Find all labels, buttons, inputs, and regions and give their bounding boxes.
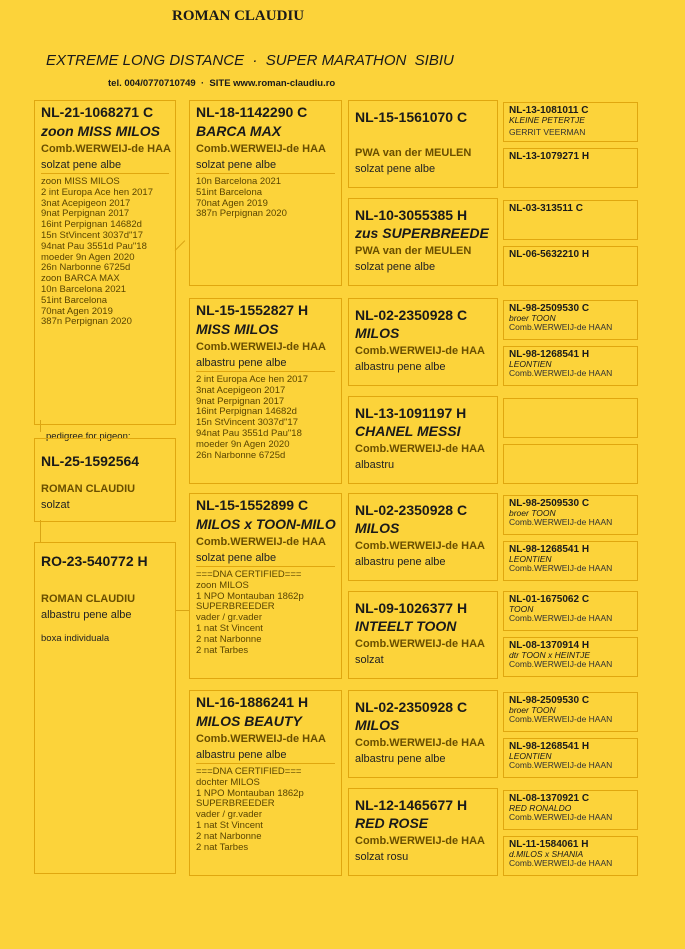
- pigeon-name: broer TOON: [509, 705, 556, 715]
- pigeon-name: RED RONALDO: [509, 803, 572, 813]
- pigeon-name: broer TOON: [509, 313, 556, 323]
- ring-number: NL-10-3055385 H: [355, 207, 468, 223]
- pigeon-name: MILOS: [355, 520, 400, 536]
- pigeon-color: solzat rosu: [355, 851, 409, 863]
- gen4-card: [503, 102, 638, 142]
- gen3-card: [348, 396, 498, 484]
- ring-number: NL-98-2509530 C: [509, 695, 590, 706]
- pigeon-name: RED ROSE: [355, 815, 429, 831]
- pigeon-name: MILOS BEAUTY: [196, 713, 302, 729]
- gen4-card: [503, 790, 638, 830]
- gen4-card: [503, 246, 638, 286]
- pigeon-color: solzat pene albe: [41, 159, 122, 171]
- pigeon-name: broer TOON: [509, 508, 556, 518]
- owner-name: Comb.WERWEIJ-de HAAN: [509, 563, 613, 573]
- pigeon-name: BARCA MAX: [196, 123, 282, 139]
- gen4-card: [503, 541, 638, 581]
- pigeon-name: MISS MILOS: [196, 321, 279, 337]
- gen2-card: [189, 100, 342, 286]
- subject-pigeon: [34, 438, 176, 522]
- pedigree-label: pedigree for pigeon:: [46, 431, 131, 442]
- race-results: 10n Barcelona 2021 51int Barcelona 70nat Agen 2019 387n Perpignan 2020: [196, 176, 287, 220]
- ring-number: NL-06-5632210 H: [509, 249, 590, 260]
- ring-number: NL-03-313511 C: [509, 203, 583, 214]
- gen3-card: [348, 298, 498, 386]
- pigeon-name: LEONTIEN: [509, 751, 552, 761]
- pigeon-color: albastru: [355, 459, 395, 471]
- gen2-card: [189, 298, 342, 484]
- gen4-card: [503, 738, 638, 778]
- pigeon-color: solzat pene albe: [196, 552, 277, 564]
- owner-name: Comb.WERWEIJ-de HAA: [41, 143, 171, 155]
- contact-info: tel. 004/0770710749 · SITE www.roman-claudiu.ro: [108, 78, 336, 89]
- ring-number: NL-16-1886241 H: [196, 694, 309, 710]
- gen4-card: [503, 836, 638, 876]
- pigeon-name: LEONTIEN: [509, 554, 552, 564]
- page-title: ROMAN CLAUDIU: [172, 8, 305, 24]
- ring-number: NL-02-2350928 C: [355, 307, 468, 323]
- gen4-card: [503, 398, 638, 438]
- owner-name: GERRIT VEERMAN: [509, 127, 586, 137]
- ring-number: NL-15-1552899 C: [196, 497, 309, 513]
- pigeon-name: TOON: [509, 604, 534, 614]
- pigeon-color: albastru pene albe: [355, 556, 446, 568]
- ring-number: NL-21-1068271 C: [41, 104, 154, 120]
- ring-number: NL-08-1370921 C: [509, 793, 590, 804]
- pigeon-color: albastru pene albe: [355, 361, 446, 373]
- owner-name: Comb.WERWEIJ-de HAAN: [509, 322, 613, 332]
- gen3-card: [348, 690, 498, 778]
- race-results: 2 int Europa Ace hen 2017 3nat Acepigeon 2017 9nat Perpignan 2017 16int Perpignan 14682d 15n StVincent 3037d"17 94nat Pau 3551d Pau"18 moeder 9n Agen 2020 26n Narbonne 6725d: [196, 374, 308, 461]
- gen4-card: [503, 444, 638, 484]
- pigeon-name: d.MILOS x SHANIA: [509, 849, 584, 859]
- race-results: zoon MISS MILOS 2 int Europa Ace hen 2017 3nat Acepigeon 2017 9nat Perpignan 2017 16int Perpignan 14682d 15n StVincent 3037d"17 94nat Pau 3551d Pau"18 moeder 9n Agen 2020 26n Narbonne 6725d zoon BARCA MAX 10n Barcelona 2021 51int Barcelona 70nat Agen 2019 387n Perpignan 2020: [41, 176, 153, 328]
- pigeon-name: zus SUPERBREEDE: [355, 225, 489, 241]
- owner-name: Comb.WERWEIJ-de HAA: [196, 143, 326, 155]
- owner-name: Comb.WERWEIJ-de HAAN: [509, 714, 613, 724]
- pigeon-name: MILOS: [355, 325, 400, 341]
- ring-number: NL-98-2509530 C: [509, 303, 590, 314]
- page-subtitle: EXTREME LONG DISTANCE · SUPER MARATHON SIBIU: [46, 52, 454, 69]
- gen4-card: [503, 148, 638, 188]
- owner-name: Comb.WERWEIJ-de HAAN: [509, 760, 613, 770]
- pigeon-color: solzat: [355, 654, 384, 666]
- ring-number: NL-13-1081011 C: [509, 105, 589, 116]
- owner-name: Comb.WERWEIJ-de HAAN: [509, 812, 613, 822]
- pigeon-color: albastru pene albe: [355, 753, 446, 765]
- ring-number: NL-13-1091197 H: [355, 405, 467, 421]
- ring-number: NL-11-1584061 H: [509, 839, 589, 850]
- gen3-card: [348, 788, 498, 876]
- ring-number: NL-01-1675062 C: [509, 594, 590, 605]
- gen4-card: [503, 300, 638, 340]
- pigeon-color: solzat pene albe: [196, 159, 277, 171]
- race-results: ===DNA CERTIFIED=== dochter MILOS 1 NPO Montauban 1862p SUPERBREEDER vader / gr.vader 1 nat St Vincent 2 nat Narbonne 2 nat Tarbes: [196, 766, 304, 853]
- owner-name: Comb.WERWEIJ-de HAA: [196, 341, 326, 353]
- pigeon-name: KLEINE PETERTJE: [509, 115, 585, 125]
- gen4-card: [503, 346, 638, 386]
- gen2-card: [189, 493, 342, 679]
- owner-name: Comb.WERWEIJ-de HAA: [355, 737, 485, 749]
- owner-name: Comb.WERWEIJ-de HAAN: [509, 368, 613, 378]
- partner-ring: RO-23-540772 H: [41, 553, 148, 569]
- owner-name: Comb.WERWEIJ-de HAA: [355, 345, 485, 357]
- subject-owner: ROMAN CLAUDIU: [41, 483, 136, 495]
- owner-name: Comb.WERWEIJ-de HAAN: [509, 858, 613, 868]
- gen1-sire-card: [34, 100, 176, 425]
- gen1-dam-card: [34, 542, 176, 874]
- partner-owner: ROMAN CLAUDIU: [41, 593, 136, 605]
- ring-number: NL-98-1268541 H: [509, 349, 590, 360]
- owner-name: Comb.WERWEIJ-de HAA: [355, 443, 485, 455]
- ring-number: NL-15-1552827 H: [196, 302, 309, 318]
- gen3-card: [348, 591, 498, 679]
- owner-name: Comb.WERWEIJ-de HAAN: [509, 613, 613, 623]
- gen4-card: [503, 495, 638, 535]
- owner-name: Comb.WERWEIJ-de HAA: [196, 536, 326, 548]
- ring-number: NL-08-1370914 H: [509, 640, 590, 651]
- owner-name: Comb.WERWEIJ-de HAAN: [509, 659, 613, 669]
- pigeon-name: [355, 127, 491, 143]
- gen4-card: [503, 200, 638, 240]
- pigeon-name: MILOS x TOON-MILO: [196, 516, 336, 532]
- gen4-card: [503, 692, 638, 732]
- partner-color: albastru pene albe: [41, 609, 132, 621]
- owner-name: Comb.WERWEIJ-de HAA: [355, 835, 485, 847]
- ring-number: NL-15-1561070 C: [355, 109, 468, 125]
- ring-number: NL-98-1268541 H: [509, 544, 590, 555]
- pigeon-name: CHANEL MESSI: [355, 423, 461, 439]
- ring-number: NL-09-1026377 H: [355, 600, 468, 616]
- race-results: ===DNA CERTIFIED=== zoon MILOS 1 NPO Montauban 1862p SUPERBREEDER vader / gr.vader 1 nat St Vincent 2 nat Narbonne 2 nat Tarbes: [196, 569, 304, 656]
- pigeon-color: solzat pene albe: [355, 163, 436, 175]
- pigeon-name: MILOS: [355, 717, 400, 733]
- partner-note: boxa individuala: [41, 633, 110, 644]
- subject-color: solzat: [41, 499, 70, 511]
- gen3-card: [348, 198, 498, 286]
- ring-number: NL-18-1142290 C: [196, 104, 308, 120]
- pigeon-color: solzat pene albe: [355, 261, 436, 273]
- gen4-card: [503, 637, 638, 677]
- pigeon-name: dtr TOON x HEINTJE: [509, 650, 591, 660]
- ring-number: NL-02-2350928 C: [355, 699, 468, 715]
- owner-name: Comb.WERWEIJ-de HAA: [355, 540, 485, 552]
- subject-ring: NL-25-1592564: [41, 453, 140, 469]
- ring-number: NL-13-1079271 H: [509, 151, 590, 162]
- ring-number: NL-02-2350928 C: [355, 502, 468, 518]
- pigeon-color: albastru pene albe: [196, 749, 287, 761]
- gen3-card: [348, 100, 498, 188]
- owner-name: Comb.WERWEIJ-de HAA: [196, 733, 326, 745]
- owner-name: PWA van der MEULEN: [355, 245, 472, 257]
- pigeon-name: LEONTIEN: [509, 359, 552, 369]
- ring-number: NL-12-1465677 H: [355, 797, 468, 813]
- owner-name: Comb.WERWEIJ-de HAAN: [509, 517, 613, 527]
- gen3-card: [348, 493, 498, 581]
- ring-number: NL-98-1268541 H: [509, 741, 590, 752]
- gen4-card: [503, 591, 638, 631]
- pigeon-color: albastru pene albe: [196, 357, 287, 369]
- owner-name: PWA van der MEULEN: [355, 147, 472, 159]
- gen2-card: [189, 690, 342, 876]
- pigeon-name: zoon MISS MILOS: [41, 123, 160, 139]
- ring-number: NL-98-2509530 C: [509, 498, 590, 509]
- pigeon-name: INTEELT TOON: [355, 618, 457, 634]
- owner-name: Comb.WERWEIJ-de HAA: [355, 638, 485, 650]
